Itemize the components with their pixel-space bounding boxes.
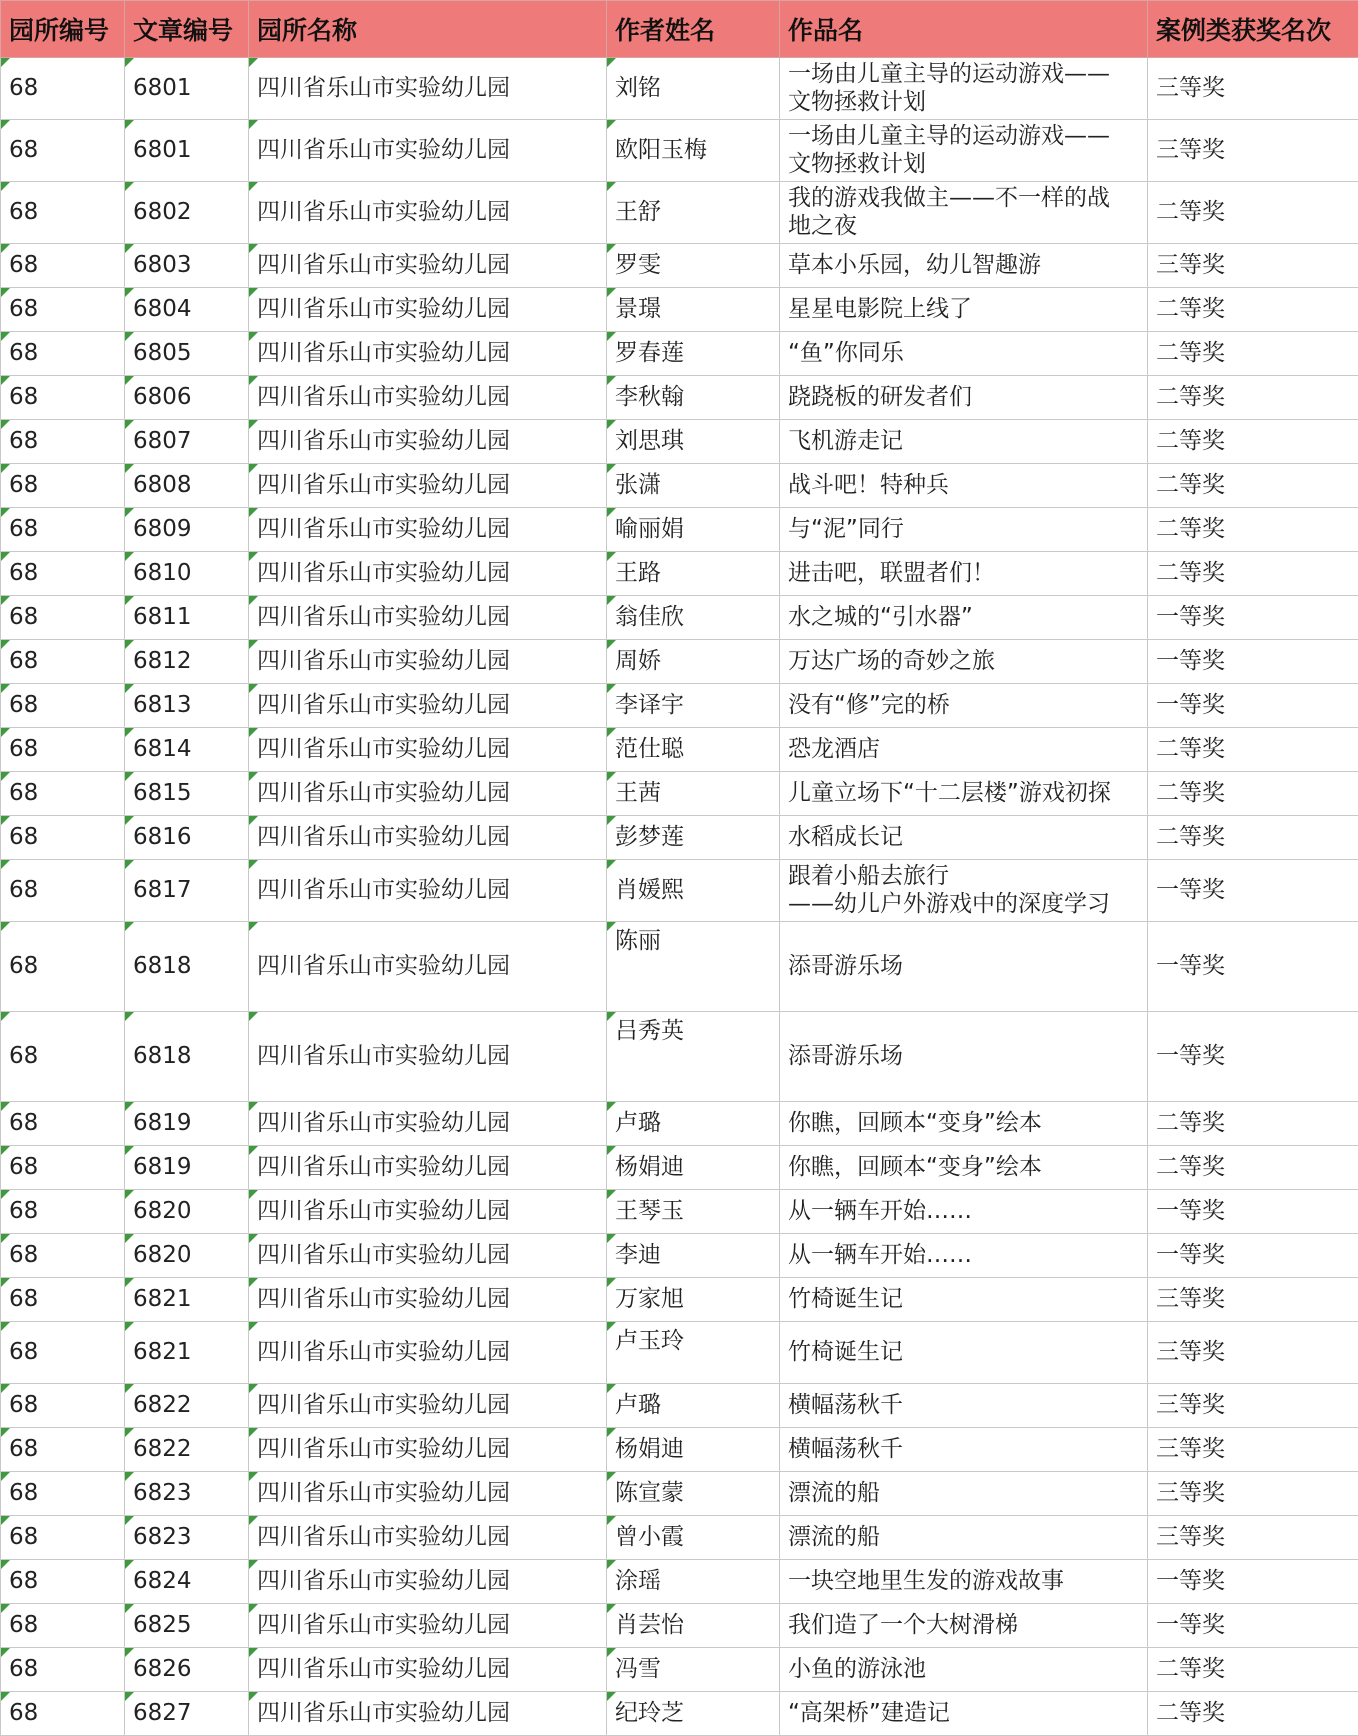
cell-kindergarten-name[interactable]: 四川省乐山市实验幼儿园 <box>249 552 607 596</box>
cell-yuan-id[interactable]: 68 <box>1 1012 125 1102</box>
table-row <box>1 1692 1358 1736</box>
work-title-line: 横幅荡秋千 <box>788 1435 903 1462</box>
cell-yuan-id[interactable]: 68 <box>1 922 125 1012</box>
cell-award-rank[interactable]: 二等奖 <box>1148 1146 1358 1190</box>
cell-yuan-id[interactable]: 68 <box>1 464 125 508</box>
work-title-line: 与“泥”同行 <box>788 515 904 542</box>
cell-kindergarten-name[interactable]: 四川省乐山市实验幼儿园 <box>249 508 607 552</box>
cell-award-rank[interactable]: 一等奖 <box>1148 1560 1358 1604</box>
table-row <box>1 288 1358 332</box>
work-title-line: 跟着小船去旅行 <box>788 863 949 890</box>
work-title-line: 竹椅诞生记 <box>788 1285 903 1312</box>
cell-article-id[interactable]: 6826 <box>125 1648 249 1692</box>
cell-kindergarten-name[interactable]: 四川省乐山市实验幼儿园 <box>249 1012 607 1102</box>
cell-award-rank[interactable]: 三等奖 <box>1148 1384 1358 1428</box>
cell-kindergarten-name[interactable]: 四川省乐山市实验幼儿园 <box>249 464 607 508</box>
cell-author-name[interactable]: 陈宣蒙 <box>607 1472 780 1516</box>
cell-kindergarten-name[interactable]: 四川省乐山市实验幼儿园 <box>249 58 607 120</box>
cell-author-name[interactable]: 曾小霞 <box>607 1516 780 1560</box>
cell-yuan-id[interactable]: 68 <box>1 1472 125 1516</box>
cell-author-name[interactable]: 陈丽 <box>607 922 780 1012</box>
cell-kindergarten-name[interactable]: 四川省乐山市实验幼儿园 <box>249 816 607 860</box>
cell-author-name[interactable]: 涂瑶 <box>607 1560 780 1604</box>
cell-yuan-id[interactable]: 68 <box>1 1560 125 1604</box>
cell-kindergarten-name[interactable]: 四川省乐山市实验幼儿园 <box>249 1190 607 1234</box>
cell-author-name[interactable]: 周娇 <box>607 640 780 684</box>
cell-author-name[interactable]: 彭梦莲 <box>607 816 780 860</box>
cell-article-id[interactable]: 6818 <box>125 922 249 1012</box>
cell-article-id[interactable]: 6817 <box>125 860 249 922</box>
cell-article-id[interactable]: 6827 <box>125 1692 249 1736</box>
cell-award-rank[interactable]: 一等奖 <box>1148 1012 1358 1102</box>
cell-work-title[interactable] <box>780 182 1148 244</box>
cell-kindergarten-name[interactable]: 四川省乐山市实验幼儿园 <box>249 1692 607 1736</box>
cell-award-rank[interactable]: 三等奖 <box>1148 58 1358 120</box>
cell-article-id[interactable]: 6801 <box>125 120 249 182</box>
table-row <box>1 1012 1358 1102</box>
table-row <box>1 420 1358 464</box>
cell-kindergarten-name[interactable]: 四川省乐山市实验幼儿园 <box>249 332 607 376</box>
cell-author-name[interactable]: 李译宇 <box>607 684 780 728</box>
cell-yuan-id[interactable]: 68 <box>1 596 125 640</box>
cell-work-title[interactable] <box>780 922 1148 1012</box>
cell-yuan-id[interactable]: 68 <box>1 332 125 376</box>
table-row <box>1 244 1358 288</box>
cell-article-id[interactable]: 6818 <box>125 1012 249 1102</box>
work-title-line: 我们造了一个大树滑梯 <box>788 1611 1018 1638</box>
table-row <box>1 1560 1358 1604</box>
cell-award-rank[interactable]: 一等奖 <box>1148 640 1358 684</box>
cell-yuan-id[interactable]: 68 <box>1 58 125 120</box>
cell-work-title[interactable] <box>780 288 1148 332</box>
cell-author-name[interactable]: 景璟 <box>607 288 780 332</box>
cell-work-title[interactable] <box>780 1648 1148 1692</box>
cell-work-title[interactable] <box>780 464 1148 508</box>
table-row <box>1 1102 1358 1146</box>
cell-work-title[interactable] <box>780 1234 1148 1278</box>
cell-article-id[interactable]: 6801 <box>125 58 249 120</box>
table-row <box>1 120 1358 182</box>
cell-article-id[interactable]: 6803 <box>125 244 249 288</box>
cell-yuan-id[interactable]: 68 <box>1 508 125 552</box>
cell-award-rank[interactable]: 三等奖 <box>1148 1428 1358 1472</box>
cell-yuan-id[interactable]: 68 <box>1 120 125 182</box>
cell-author-name[interactable]: 欧阳玉梅 <box>607 120 780 182</box>
cell-work-title[interactable] <box>780 376 1148 420</box>
work-title-line: 跷跷板的研发者们 <box>788 383 972 410</box>
work-title-line: 添哥游乐场 <box>788 1042 903 1069</box>
cell-work-title[interactable] <box>780 860 1148 922</box>
work-title-line: 我的游戏我做主——不一样的战 <box>788 185 1110 212</box>
table-row <box>1 860 1358 922</box>
cell-work-title[interactable] <box>780 1012 1148 1102</box>
cell-yuan-id[interactable]: 68 <box>1 1648 125 1692</box>
cell-article-id[interactable]: 6823 <box>125 1516 249 1560</box>
cell-yuan-id[interactable]: 68 <box>1 816 125 860</box>
cell-article-id[interactable]: 6822 <box>125 1384 249 1428</box>
cell-author-name[interactable]: 李秋翰 <box>607 376 780 420</box>
cell-yuan-id[interactable]: 68 <box>1 1604 125 1648</box>
cell-author-name[interactable]: 万家旭 <box>607 1278 780 1322</box>
work-title-line: 飞机游走记 <box>788 427 903 454</box>
table-row <box>1 376 1358 420</box>
work-title-line: 地之夜 <box>788 212 857 239</box>
work-title-line: 你瞧，回顾本“变身”绘本 <box>788 1109 1042 1136</box>
work-title-line: 水稻成长记 <box>788 823 903 850</box>
cell-author-name[interactable]: 纪玲芝 <box>607 1692 780 1736</box>
cell-article-id[interactable]: 6805 <box>125 332 249 376</box>
cell-kindergarten-name[interactable]: 四川省乐山市实验幼儿园 <box>249 772 607 816</box>
table-row <box>1 552 1358 596</box>
table-row <box>1 1428 1358 1472</box>
cell-author-name[interactable]: 肖芸怡 <box>607 1604 780 1648</box>
cell-article-id[interactable]: 6807 <box>125 420 249 464</box>
cell-article-id[interactable]: 6821 <box>125 1278 249 1322</box>
work-title-line: 战斗吧！特种兵 <box>788 471 949 498</box>
work-title-line: 进击吧，联盟者们！ <box>788 559 995 586</box>
cell-yuan-id[interactable]: 68 <box>1 1146 125 1190</box>
cell-kindergarten-name[interactable]: 四川省乐山市实验幼儿园 <box>249 728 607 772</box>
cell-award-rank[interactable]: 一等奖 <box>1148 1604 1358 1648</box>
cell-kindergarten-name[interactable]: 四川省乐山市实验幼儿园 <box>249 376 607 420</box>
cell-yuan-id[interactable]: 68 <box>1 244 125 288</box>
cell-article-id[interactable]: 6809 <box>125 508 249 552</box>
cell-kindergarten-name[interactable]: 四川省乐山市实验幼儿园 <box>249 1278 607 1322</box>
table-row <box>1 816 1358 860</box>
cell-article-id[interactable]: 6820 <box>125 1190 249 1234</box>
cell-award-rank[interactable]: 一等奖 <box>1148 596 1358 640</box>
cell-award-rank[interactable]: 二等奖 <box>1148 420 1358 464</box>
cell-kindergarten-name[interactable]: 四川省乐山市实验幼儿园 <box>249 1604 607 1648</box>
table-row <box>1 1234 1358 1278</box>
cell-work-title[interactable] <box>780 1472 1148 1516</box>
cell-article-id[interactable]: 6816 <box>125 816 249 860</box>
cell-author-name[interactable]: 卢玉玲 <box>607 1322 780 1384</box>
cell-author-name[interactable]: 刘思琪 <box>607 420 780 464</box>
table-row <box>1 640 1358 684</box>
cell-kindergarten-name[interactable]: 四川省乐山市实验幼儿园 <box>249 1146 607 1190</box>
work-title-line: 儿童立场下“十二层楼”游戏初探 <box>788 779 1111 806</box>
table-row <box>1 1604 1358 1648</box>
cell-author-name[interactable]: 刘铭 <box>607 58 780 120</box>
cell-kindergarten-name[interactable]: 四川省乐山市实验幼儿园 <box>249 1384 607 1428</box>
table-row <box>1 464 1358 508</box>
cell-work-title[interactable] <box>780 728 1148 772</box>
cell-award-rank[interactable]: 二等奖 <box>1148 772 1358 816</box>
cell-award-rank[interactable]: 三等奖 <box>1148 120 1358 182</box>
cell-yuan-id[interactable]: 68 <box>1 772 125 816</box>
cell-work-title[interactable] <box>780 816 1148 860</box>
cell-kindergarten-name[interactable]: 四川省乐山市实验幼儿园 <box>249 420 607 464</box>
cell-award-rank[interactable]: 三等奖 <box>1148 1472 1358 1516</box>
cell-article-id[interactable]: 6804 <box>125 288 249 332</box>
cell-work-title[interactable] <box>780 684 1148 728</box>
cell-author-name[interactable]: 卢璐 <box>607 1384 780 1428</box>
work-title-line: “鱼”你同乐 <box>788 339 904 366</box>
table-row <box>1 596 1358 640</box>
cell-kindergarten-name[interactable]: 四川省乐山市实验幼儿园 <box>249 1102 607 1146</box>
cell-yuan-id[interactable]: 68 <box>1 1190 125 1234</box>
cell-kindergarten-name[interactable]: 四川省乐山市实验幼儿园 <box>249 684 607 728</box>
table-row <box>1 508 1358 552</box>
cell-article-id[interactable]: 6811 <box>125 596 249 640</box>
cell-work-title[interactable] <box>780 1604 1148 1648</box>
cell-award-rank[interactable]: 一等奖 <box>1148 684 1358 728</box>
cell-article-id[interactable]: 6819 <box>125 1146 249 1190</box>
cell-award-rank[interactable]: 三等奖 <box>1148 1278 1358 1322</box>
cell-kindergarten-name[interactable]: 四川省乐山市实验幼儿园 <box>249 1516 607 1560</box>
table-row <box>1 332 1358 376</box>
cell-author-name[interactable]: 王舒 <box>607 182 780 244</box>
cell-award-rank[interactable]: 二等奖 <box>1148 182 1358 244</box>
cell-award-rank[interactable]: 一等奖 <box>1148 922 1358 1012</box>
header-work-title[interactable]: 作品名 <box>780 1 1148 58</box>
work-title-line: 横幅荡秋千 <box>788 1391 903 1418</box>
work-title-line: 水之城的“引水器” <box>788 603 973 630</box>
header-article-id[interactable]: 文章编号 <box>125 1 249 58</box>
cell-award-rank[interactable]: 一等奖 <box>1148 860 1358 922</box>
cell-award-rank[interactable]: 二等奖 <box>1148 552 1358 596</box>
cell-article-id[interactable]: 6821 <box>125 1322 249 1384</box>
cell-kindergarten-name[interactable]: 四川省乐山市实验幼儿园 <box>249 922 607 1012</box>
cell-yuan-id[interactable]: 68 <box>1 728 125 772</box>
table-row <box>1 1322 1358 1384</box>
cell-kindergarten-name[interactable]: 四川省乐山市实验幼儿园 <box>249 1472 607 1516</box>
cell-author-name[interactable]: 王琴玉 <box>607 1190 780 1234</box>
cell-award-rank[interactable]: 一等奖 <box>1148 1234 1358 1278</box>
header-row <box>1 1 1358 58</box>
cell-author-name[interactable]: 李迪 <box>607 1234 780 1278</box>
table-row <box>1 182 1358 244</box>
cell-kindergarten-name[interactable]: 四川省乐山市实验幼儿园 <box>249 1560 607 1604</box>
cell-award-rank[interactable]: 二等奖 <box>1148 1102 1358 1146</box>
work-title-line: 小鱼的游泳池 <box>788 1655 926 1682</box>
cell-yuan-id[interactable]: 68 <box>1 376 125 420</box>
cell-article-id[interactable]: 6812 <box>125 640 249 684</box>
cell-work-title[interactable] <box>780 1560 1148 1604</box>
cell-article-id[interactable]: 6802 <box>125 182 249 244</box>
cell-work-title[interactable] <box>780 1146 1148 1190</box>
cell-kindergarten-name[interactable]: 四川省乐山市实验幼儿园 <box>249 596 607 640</box>
cell-author-name[interactable]: 卢璐 <box>607 1102 780 1146</box>
table-row <box>1 1146 1358 1190</box>
table-row <box>1 58 1358 120</box>
cell-kindergarten-name[interactable]: 四川省乐山市实验幼儿园 <box>249 1322 607 1384</box>
work-title-line: 一块空地里生发的游戏故事 <box>788 1567 1064 1594</box>
cell-kindergarten-name[interactable]: 四川省乐山市实验幼儿园 <box>249 640 607 684</box>
cell-article-id[interactable]: 6823 <box>125 1472 249 1516</box>
cell-work-title[interactable] <box>780 1102 1148 1146</box>
cell-article-id[interactable]: 6813 <box>125 684 249 728</box>
cell-work-title[interactable] <box>780 1384 1148 1428</box>
cell-award-rank[interactable]: 二等奖 <box>1148 508 1358 552</box>
cell-author-name[interactable]: 杨娟迪 <box>607 1146 780 1190</box>
cell-article-id[interactable]: 6819 <box>125 1102 249 1146</box>
cell-award-rank[interactable]: 二等奖 <box>1148 332 1358 376</box>
cell-yuan-id[interactable]: 68 <box>1 860 125 922</box>
work-title-line: 恐龙酒店 <box>788 735 880 762</box>
table-row <box>1 728 1358 772</box>
cell-author-name[interactable]: 冯雪 <box>607 1648 780 1692</box>
header-author-name[interactable]: 作者姓名 <box>607 1 780 58</box>
cell-award-rank[interactable]: 二等奖 <box>1148 288 1358 332</box>
cell-work-title[interactable] <box>780 640 1148 684</box>
cell-kindergarten-name[interactable]: 四川省乐山市实验幼儿园 <box>249 1648 607 1692</box>
cell-author-name[interactable]: 罗春莲 <box>607 332 780 376</box>
work-title-line: 你瞧，回顾本“变身”绘本 <box>788 1153 1042 1180</box>
cell-yuan-id[interactable]: 68 <box>1 420 125 464</box>
cell-work-title[interactable] <box>780 596 1148 640</box>
table-row <box>1 772 1358 816</box>
cell-work-title[interactable] <box>780 772 1148 816</box>
header-kindergarten-name[interactable]: 园所名称 <box>249 1 607 58</box>
work-title-line: 草本小乐园，幼儿智趣游 <box>788 251 1041 278</box>
cell-yuan-id[interactable]: 68 <box>1 1234 125 1278</box>
cell-yuan-id[interactable]: 68 <box>1 288 125 332</box>
work-title-line: 万达广场的奇妙之旅 <box>788 647 995 674</box>
cell-kindergarten-name[interactable]: 四川省乐山市实验幼儿园 <box>249 182 607 244</box>
cell-yuan-id[interactable]: 68 <box>1 1692 125 1736</box>
cell-author-name[interactable]: 罗雯 <box>607 244 780 288</box>
cell-work-title[interactable] <box>780 420 1148 464</box>
cell-author-name[interactable]: 吕秀英 <box>607 1012 780 1102</box>
cell-award-rank[interactable]: 二等奖 <box>1148 816 1358 860</box>
cell-author-name[interactable]: 王路 <box>607 552 780 596</box>
cell-yuan-id[interactable]: 68 <box>1 1322 125 1384</box>
cell-work-title[interactable] <box>780 1278 1148 1322</box>
work-title-line: “高架桥”建造记 <box>788 1699 950 1726</box>
work-title-line: 漂流的船 <box>788 1523 880 1550</box>
cell-yuan-id[interactable]: 68 <box>1 552 125 596</box>
cell-kindergarten-name[interactable]: 四川省乐山市实验幼儿园 <box>249 244 607 288</box>
cell-work-title[interactable] <box>780 1428 1148 1472</box>
cell-kindergarten-name[interactable]: 四川省乐山市实验幼儿园 <box>249 120 607 182</box>
cell-article-id[interactable]: 6825 <box>125 1604 249 1648</box>
work-title-line: 文物拯救计划 <box>788 88 926 115</box>
table-row <box>1 1472 1358 1516</box>
cell-kindergarten-name[interactable]: 四川省乐山市实验幼儿园 <box>249 1234 607 1278</box>
cell-work-title[interactable] <box>780 1190 1148 1234</box>
table-row <box>1 922 1358 1012</box>
cell-work-title[interactable] <box>780 508 1148 552</box>
cell-kindergarten-name[interactable]: 四川省乐山市实验幼儿园 <box>249 1428 607 1472</box>
table-row <box>1 1384 1358 1428</box>
cell-author-name[interactable]: 翁佳欣 <box>607 596 780 640</box>
cell-yuan-id[interactable]: 68 <box>1 1102 125 1146</box>
table-row <box>1 684 1358 728</box>
cell-award-rank[interactable]: 二等奖 <box>1148 464 1358 508</box>
cell-award-rank[interactable]: 二等奖 <box>1148 1648 1358 1692</box>
cell-author-name[interactable]: 肖媛熙 <box>607 860 780 922</box>
cell-article-id[interactable]: 6808 <box>125 464 249 508</box>
cell-author-name[interactable]: 张潇 <box>607 464 780 508</box>
cell-award-rank[interactable]: 三等奖 <box>1148 244 1358 288</box>
work-title-line: 没有“修”完的桥 <box>788 691 950 718</box>
cell-author-name[interactable]: 王茜 <box>607 772 780 816</box>
cell-yuan-id[interactable]: 68 <box>1 1428 125 1472</box>
cell-kindergarten-name[interactable]: 四川省乐山市实验幼儿园 <box>249 860 607 922</box>
cell-award-rank[interactable]: 二等奖 <box>1148 728 1358 772</box>
cell-yuan-id[interactable]: 68 <box>1 182 125 244</box>
table-row <box>1 1190 1358 1234</box>
cell-award-rank[interactable]: 三等奖 <box>1148 1516 1358 1560</box>
cell-article-id[interactable]: 6822 <box>125 1428 249 1472</box>
work-title-line: 文物拯救计划 <box>788 150 926 177</box>
cell-award-rank[interactable]: 二等奖 <box>1148 1692 1358 1736</box>
work-title-line: 星星电影院上线了 <box>788 295 972 322</box>
header-yuan-id[interactable]: 园所编号 <box>1 1 125 58</box>
cell-work-title[interactable] <box>780 1692 1148 1736</box>
cell-yuan-id[interactable]: 68 <box>1 1516 125 1560</box>
table-row <box>1 1516 1358 1560</box>
work-title-line: 漂流的船 <box>788 1479 880 1506</box>
header-award-rank[interactable]: 案例类获奖名次 <box>1148 1 1358 58</box>
cell-author-name[interactable]: 杨娟迪 <box>607 1428 780 1472</box>
work-title-line: 一场由儿童主导的运动游戏—— <box>788 61 1110 88</box>
work-title-line: 一场由儿童主导的运动游戏—— <box>788 123 1110 150</box>
cell-work-title[interactable] <box>780 1516 1148 1560</box>
cell-award-rank[interactable]: 一等奖 <box>1148 1190 1358 1234</box>
cell-yuan-id[interactable]: 68 <box>1 1384 125 1428</box>
cell-award-rank[interactable]: 二等奖 <box>1148 376 1358 420</box>
cell-article-id[interactable]: 6806 <box>125 376 249 420</box>
cell-work-title[interactable] <box>780 552 1148 596</box>
cell-article-id[interactable]: 6810 <box>125 552 249 596</box>
table-row <box>1 1648 1358 1692</box>
work-title-line: ——幼儿户外游戏中的深度学习 <box>788 890 1110 917</box>
work-title-line: 竹椅诞生记 <box>788 1338 903 1365</box>
cell-article-id[interactable]: 6820 <box>125 1234 249 1278</box>
cell-yuan-id[interactable]: 68 <box>1 640 125 684</box>
work-title-line: 从一辆车开始…… <box>788 1197 972 1224</box>
cell-kindergarten-name[interactable]: 四川省乐山市实验幼儿园 <box>249 288 607 332</box>
cell-work-title[interactable] <box>780 1322 1148 1384</box>
work-title-line: 添哥游乐场 <box>788 952 903 979</box>
cell-work-title[interactable] <box>780 332 1148 376</box>
cell-author-name[interactable]: 范仕聪 <box>607 728 780 772</box>
cell-yuan-id[interactable]: 68 <box>1 684 125 728</box>
cell-work-title[interactable] <box>780 58 1148 120</box>
cell-author-name[interactable]: 喻丽娟 <box>607 508 780 552</box>
cell-yuan-id[interactable]: 68 <box>1 1278 125 1322</box>
cell-work-title[interactable] <box>780 244 1148 288</box>
cell-award-rank[interactable]: 三等奖 <box>1148 1322 1358 1384</box>
cell-article-id[interactable]: 6824 <box>125 1560 249 1604</box>
cell-article-id[interactable]: 6815 <box>125 772 249 816</box>
work-title-line: 从一辆车开始…… <box>788 1241 972 1268</box>
table-row <box>1 1278 1358 1322</box>
cell-work-title[interactable] <box>780 120 1148 182</box>
cell-article-id[interactable]: 6814 <box>125 728 249 772</box>
